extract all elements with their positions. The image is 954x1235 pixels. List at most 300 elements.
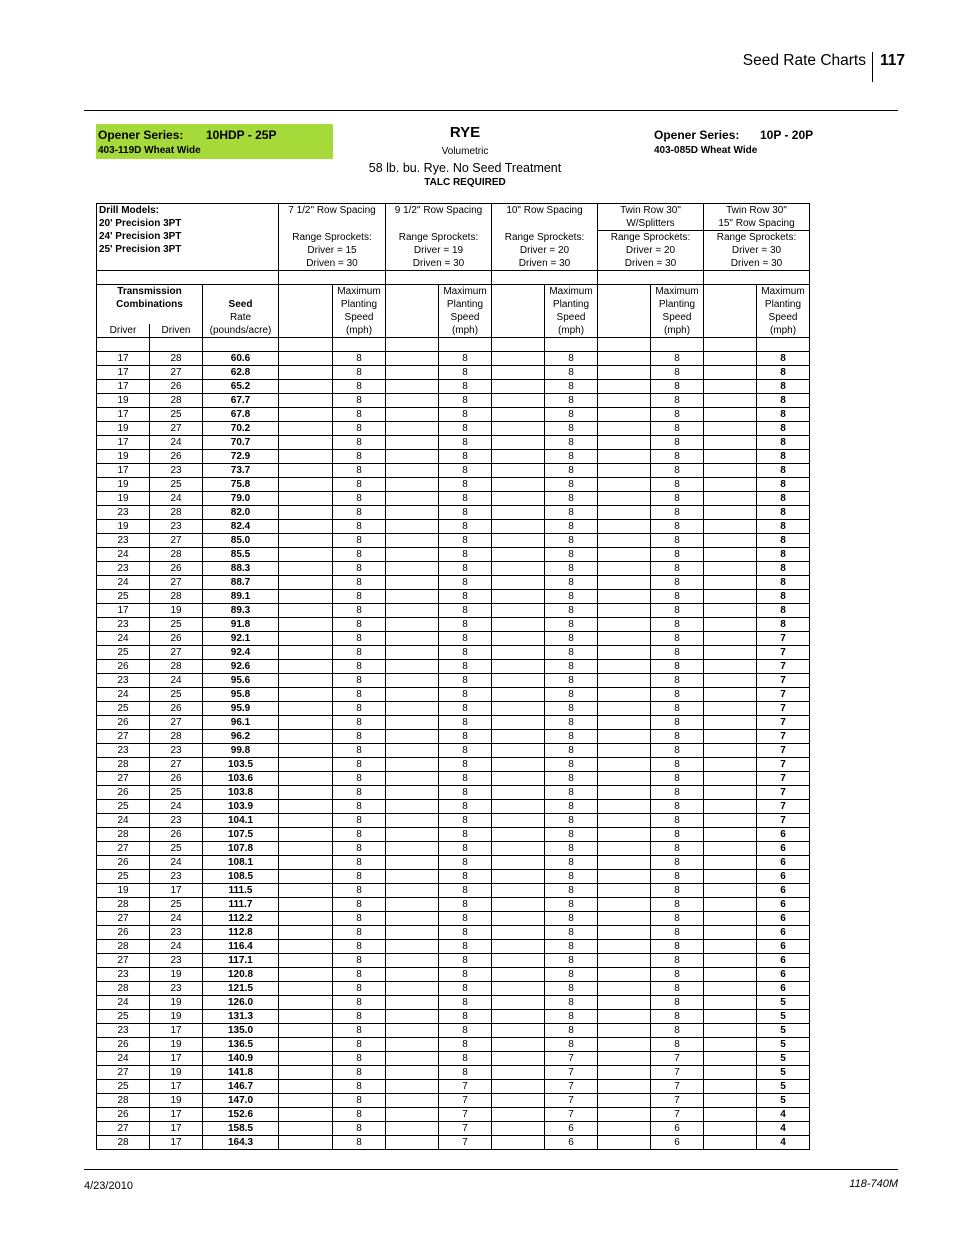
blank-cell [492,366,545,380]
blank-cell [704,674,757,688]
blank-cell [492,856,545,870]
speed-blank [704,285,757,299]
blank-cell [704,800,757,814]
blank-cell [386,1038,439,1052]
max-speed-cell: 8 [439,450,492,464]
driver-cell: 17 [97,380,150,394]
opener-left-sub: 403-119D Wheat Wide [98,145,201,156]
table-row [97,366,810,380]
driven-cell: 17 [150,884,203,898]
driven-cell: 26 [150,772,203,786]
seed-rate-cell: 92.4 [203,646,279,660]
driven-cell: 28 [150,590,203,604]
driver-cell: 28 [97,758,150,772]
blank-cell [704,730,757,744]
table-row [97,954,810,968]
seed-rate-cell: 60.6 [203,352,279,366]
driven-cell: 26 [150,828,203,842]
driver-cell: 17 [97,436,150,450]
blank-cell [492,1010,545,1024]
rate-head: Rate [203,311,279,324]
speed-blank [598,285,651,299]
blank-cell [386,688,439,702]
seed-rate-cell: 158.5 [203,1122,279,1136]
max-speed-cell: 7 [757,702,810,716]
blank-cell [279,632,333,646]
max-speed-cell: 8 [439,730,492,744]
blank-cell [598,1038,651,1052]
blank-cell [492,352,545,366]
blank-cell [279,968,333,982]
max-speed-cell: 8 [439,366,492,380]
max-speed-cell: 8 [651,884,704,898]
seed-rate-cell: 95.9 [203,702,279,716]
max-speed-cell: 8 [439,464,492,478]
max-speed-cell: 7 [651,1108,704,1122]
max-speed-cell: 8 [545,464,598,478]
driven-cell: 24 [150,492,203,506]
blank-cell [598,1094,651,1108]
blank-cell [279,576,333,590]
blank-cell [386,1052,439,1066]
blank-cell [279,534,333,548]
table-row [97,870,810,884]
max-speed-cell: 8 [545,618,598,632]
blank-cell [386,1136,439,1150]
blank-cell [704,548,757,562]
blank-cell [598,422,651,436]
max-speed-cell: 7 [757,786,810,800]
blank-cell [704,1122,757,1136]
blank-cell [598,604,651,618]
blank-cell [598,1010,651,1024]
blank-cell [704,576,757,590]
seed-rate-head [203,285,279,299]
driven-head: Driven [150,324,203,338]
blank-cell [386,828,439,842]
max-speed-cell: 8 [439,842,492,856]
max-speed-cell: 8 [651,968,704,982]
blank-cell [386,730,439,744]
table-row [97,744,810,758]
max-speed-cell: 8 [651,870,704,884]
driver-cell: 28 [97,940,150,954]
blank-cell [386,394,439,408]
blank-cell [598,590,651,604]
driver-cell: 17 [97,604,150,618]
blank-cell [279,366,333,380]
driver-cell: 25 [97,870,150,884]
blank-cell [704,366,757,380]
blank-cell [598,898,651,912]
max-speed-cell: 5 [757,1066,810,1080]
table-row [97,408,810,422]
blank-cell [279,1094,333,1108]
max-speed-cell: 8 [651,912,704,926]
blank-cell [386,590,439,604]
blank-cell [279,996,333,1010]
blank-cell [386,1080,439,1094]
blank-cell [704,1010,757,1024]
speed-head: (mph) [651,324,704,338]
speed-head: Maximum [651,285,704,299]
table-row [97,926,810,940]
footer-part-number: 118-740M [849,1178,898,1190]
max-speed-cell: 8 [545,422,598,436]
max-speed-cell: 8 [651,422,704,436]
max-speed-cell: 8 [439,590,492,604]
driven-cell: 27 [150,646,203,660]
max-speed-cell: 8 [333,492,386,506]
max-speed-cell: 8 [439,352,492,366]
blank-cell [704,1108,757,1122]
table-row [97,478,810,492]
blank-cell [704,1038,757,1052]
drill-model: 24' Precision 3PT [99,231,182,242]
max-speed-cell: 7 [757,758,810,772]
crop-title: RYE [449,124,481,141]
blank-cell [598,1066,651,1080]
driven-cell: 27 [150,366,203,380]
blank-cell [492,646,545,660]
blank-cell [279,884,333,898]
bottom-rule [84,1169,898,1170]
blank-cell [386,842,439,856]
blank-cell [492,744,545,758]
max-speed-cell: 8 [757,352,810,366]
driven-cell: 25 [150,688,203,702]
seed-rate-table [96,203,810,1150]
max-speed-cell: 8 [757,590,810,604]
max-speed-cell: 8 [651,492,704,506]
blank-cell [386,478,439,492]
speed-head: Speed [651,311,704,324]
max-speed-cell: 8 [545,716,598,730]
max-speed-cell: 8 [651,604,704,618]
max-speed-cell: 8 [333,968,386,982]
max-speed-cell: 8 [333,898,386,912]
driver-cell: 17 [97,408,150,422]
driven-cell: 26 [150,632,203,646]
blank-cell [279,702,333,716]
max-speed-cell: 6 [545,1122,598,1136]
blank-cell [704,856,757,870]
blank-cell [492,1080,545,1094]
driven-cell: 24 [150,940,203,954]
blank-cell [279,380,333,394]
max-speed-cell: 8 [545,366,598,380]
table-row [97,646,810,660]
driven-cell: 24 [150,436,203,450]
range-driven: Driven = 30 [279,257,386,271]
seed-rate-cell: 111.5 [203,884,279,898]
max-speed-cell: 7 [757,660,810,674]
seed-rate-cell: 70.2 [203,422,279,436]
max-speed-cell: 7 [757,716,810,730]
seed-rate-cell: 112.8 [203,926,279,940]
blank-cell [386,856,439,870]
driver-cell: 27 [97,842,150,856]
blank-cell [492,968,545,982]
max-speed-cell: 8 [439,394,492,408]
table-row [97,800,810,814]
table-row [97,520,810,534]
blank-cell [492,1052,545,1066]
table-row [97,660,810,674]
blank-cell [386,492,439,506]
blank-cell [386,940,439,954]
max-speed-cell: 8 [757,492,810,506]
blank-cell [279,1038,333,1052]
blank-cell [704,940,757,954]
seed-rate-cell: 141.8 [203,1066,279,1080]
blank-cell [279,842,333,856]
blank-cell [492,772,545,786]
blank-cell [598,856,651,870]
range-driven: Driven = 30 [492,257,598,271]
max-speed-cell: 8 [333,730,386,744]
speed-blank [386,285,439,299]
max-speed-cell: 8 [545,450,598,464]
table-row [97,618,810,632]
blank-cell [704,968,757,982]
table-row [97,702,810,716]
seed-rate-cell: 85.5 [203,548,279,562]
blank-cell [598,548,651,562]
max-speed-cell: 8 [333,884,386,898]
blank-cell [598,1136,651,1150]
max-speed-cell: 8 [439,940,492,954]
blank-cell [704,408,757,422]
speed-head: Planting [757,298,810,311]
max-speed-cell: 5 [757,1094,810,1108]
max-speed-cell: 8 [545,632,598,646]
range-driven: Driven = 30 [386,257,492,271]
opener-left-value: 10HDP - 25P [206,128,277,142]
max-speed-cell: 8 [439,926,492,940]
blank-cell [492,394,545,408]
driven-cell: 23 [150,926,203,940]
driven-cell: 28 [150,506,203,520]
seed-rate-cell: 95.8 [203,688,279,702]
blank-cell [279,548,333,562]
seed-rate-cell: 92.1 [203,632,279,646]
blank-cell [704,912,757,926]
max-speed-cell: 8 [333,996,386,1010]
blank-cell [279,506,333,520]
spacing-name: Twin Row 30" [704,204,810,218]
driven-cell: 27 [150,576,203,590]
max-speed-cell: 6 [757,828,810,842]
driven-cell: 19 [150,1038,203,1052]
seed-rate-cell: 140.9 [203,1052,279,1066]
driven-cell: 23 [150,954,203,968]
max-speed-cell: 8 [545,478,598,492]
seed-rate-cell: 73.7 [203,464,279,478]
max-speed-cell: 6 [757,842,810,856]
max-speed-cell: 8 [439,814,492,828]
table-row [97,436,810,450]
driver-cell: 24 [97,996,150,1010]
max-speed-cell: 8 [651,786,704,800]
max-speed-cell: 8 [333,786,386,800]
max-speed-cell: 8 [333,534,386,548]
blank-cell [279,912,333,926]
seed-rate-cell: 67.8 [203,408,279,422]
max-speed-cell: 8 [545,996,598,1010]
driven-cell: 17 [150,1136,203,1150]
max-speed-cell: 8 [757,506,810,520]
driver-cell: 25 [97,646,150,660]
blank-cell [279,1066,333,1080]
max-speed-cell: 8 [439,408,492,422]
speed-blank [279,285,333,299]
blank-cell [492,380,545,394]
max-speed-cell: 6 [651,1122,704,1136]
table-row [97,842,810,856]
driver-cell: 26 [97,1108,150,1122]
blank-cell [386,548,439,562]
blank-cell [492,940,545,954]
blank-cell [704,492,757,506]
max-speed-cell: 7 [757,814,810,828]
blank-cell [492,604,545,618]
max-speed-cell: 8 [545,688,598,702]
max-speed-cell: 8 [545,842,598,856]
seed-rate-cell: 147.0 [203,1094,279,1108]
spacer-cell [97,271,279,285]
blank-cell [704,450,757,464]
blank-cell [704,352,757,366]
blank-cell [598,1108,651,1122]
speed-head: Planting [333,298,386,311]
blank-cell [386,1066,439,1080]
max-speed-cell: 8 [651,520,704,534]
seed-rate-cell: 99.8 [203,744,279,758]
blank-cell [598,380,651,394]
max-speed-cell: 6 [757,954,810,968]
max-speed-cell: 8 [333,1066,386,1080]
blank-cell [704,702,757,716]
max-speed-cell: 6 [651,1136,704,1150]
blank-cell [279,422,333,436]
range-driver: Driver = 15 [279,244,386,257]
seed-rate-cell: 91.8 [203,618,279,632]
speed-head: Maximum [333,285,386,299]
blank-cell [492,590,545,604]
driven-cell: 24 [150,674,203,688]
table-row [97,1108,810,1122]
blank-cell [492,702,545,716]
driver-cell: 26 [97,1038,150,1052]
max-speed-cell: 8 [439,800,492,814]
seed-rate-cell: 67.7 [203,394,279,408]
max-speed-cell: 8 [545,380,598,394]
seed-rate-cell: 96.2 [203,730,279,744]
max-speed-cell: 5 [757,1038,810,1052]
blank-cell [704,1094,757,1108]
max-speed-cell: 7 [439,1122,492,1136]
max-speed-cell: 8 [545,660,598,674]
drill-models-cell [97,204,279,271]
blank-cell [598,688,651,702]
driven-cell: 25 [150,478,203,492]
max-speed-cell: 8 [757,422,810,436]
max-speed-cell: 8 [333,912,386,926]
driven-cell: 26 [150,450,203,464]
blank-cell [386,618,439,632]
max-speed-cell: 8 [545,394,598,408]
seed-description: 58 lb. bu. Rye. No Seed Treatment [368,161,562,175]
driven-cell: 17 [150,1108,203,1122]
max-speed-cell: 8 [333,380,386,394]
max-speed-cell: 8 [545,646,598,660]
blank-cell [704,604,757,618]
driver-cell: 24 [97,576,150,590]
max-speed-cell: 7 [545,1108,598,1122]
blank-cell [704,786,757,800]
driver-cell: 27 [97,1122,150,1136]
max-speed-cell: 8 [333,548,386,562]
blank-cell [492,506,545,520]
blank-cell [279,408,333,422]
blank-cell [279,744,333,758]
table-row [97,464,810,478]
max-speed-cell: 8 [333,982,386,996]
driven-cell: 27 [150,716,203,730]
table-row [97,1052,810,1066]
seed-rate-cell: 92.6 [203,660,279,674]
driven-cell: 19 [150,1066,203,1080]
blank-cell [704,618,757,632]
blank-cell [386,898,439,912]
blank-cell [598,1080,651,1094]
blank-cell [279,1080,333,1094]
blank-cell [492,1066,545,1080]
max-speed-cell: 8 [545,590,598,604]
speed-head: (mph) [439,324,492,338]
blank-cell [704,898,757,912]
seed-rate-cell: 135.0 [203,1024,279,1038]
blank-cell [386,660,439,674]
seed-rate-cell: 107.5 [203,828,279,842]
opener-right-label: Opener Series: [654,128,740,142]
max-speed-cell: 8 [651,954,704,968]
driver-cell: 26 [97,926,150,940]
table-row [97,772,810,786]
blank-cell [279,618,333,632]
blank-cell [492,422,545,436]
max-speed-cell: 8 [545,506,598,520]
blank-cell [279,1108,333,1122]
driver-cell: 17 [97,352,150,366]
max-speed-cell: 8 [439,856,492,870]
top-rule [84,110,898,111]
table-row [97,716,810,730]
table-row [97,492,810,506]
driven-cell: 19 [150,996,203,1010]
blank-cell [598,450,651,464]
max-speed-cell: 8 [757,450,810,464]
driver-head: Driver [97,324,150,338]
blank-cell [279,688,333,702]
blank-cell [704,394,757,408]
max-speed-cell: 8 [545,758,598,772]
max-speed-cell: 8 [439,436,492,450]
metering-method: Volumetric [441,146,489,157]
max-speed-cell: 7 [757,800,810,814]
blank-cell [598,716,651,730]
